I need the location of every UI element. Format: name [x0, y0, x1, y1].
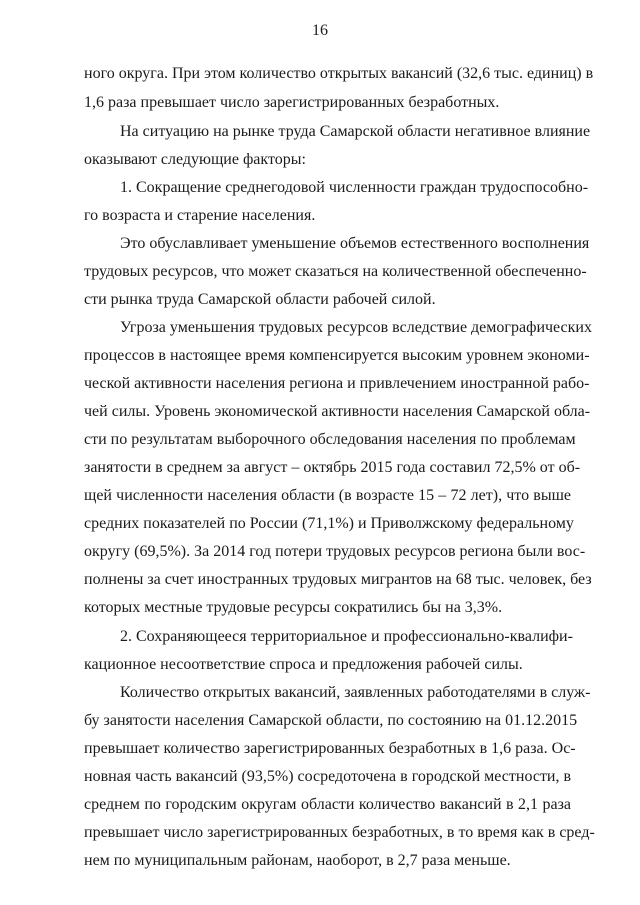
- text-line: кационное несоответствие спроса и предложения рабочей силы.: [84, 656, 523, 673]
- text-line: среднем по городским округам области количество вакансий в 2,1 раза: [84, 796, 571, 813]
- text-line: оказывают следующие факторы:: [84, 151, 306, 168]
- text-line: полнены за счет иностранных трудовых мигрантов на 68 тыс. человек, без: [84, 571, 592, 588]
- text-line: средних показателей по России (71,1%) и Приволжскому федеральному: [84, 515, 574, 532]
- text-line: Количество открытых вакансий, заявленных работодателями в служ-: [120, 684, 591, 701]
- text-line: занятости в среднем за август – октябрь 2015 года составил 72,5% от об-: [84, 459, 581, 476]
- text-line: ного округа. При этом количество открытых вакансий (32,6 тыс. единиц) в: [84, 65, 594, 82]
- text-line: ческой активности населения региона и привлечением иностранной рабо-: [84, 375, 590, 392]
- text-line: нем по муниципальным районам, наоборот, в 2,7 раза меньше.: [84, 852, 511, 869]
- text-line: сти рынка труда Самарской области рабочей силой.: [84, 291, 436, 308]
- text-line: которых местные трудовые ресурсы сократились бы на 3,3%.: [84, 599, 503, 616]
- page-number: 16: [312, 22, 328, 39]
- text-line: чей силы. Уровень экономической активности населения Самарской обла-: [84, 403, 591, 420]
- text-line: бу занятости населения Самарской области, по состоянию на 01.12.2015: [84, 712, 578, 729]
- text-line: Это обуславливает уменьшение объемов естественного восполнения: [120, 235, 590, 252]
- text-line: округу (69,5%). За 2014 год потери трудовых ресурсов региона были вос-: [84, 543, 586, 560]
- text-line: процессов в настоящее время компенсируется высоким уровнем экономи-: [84, 347, 590, 364]
- text-line: 1,6 раза превышает число зарегистрированных безработных.: [84, 94, 500, 111]
- text-line: Угроза уменьшения трудовых ресурсов вследствие демографических: [120, 319, 592, 336]
- text-line: щей численности населения области (в возрасте 15 – 72 лет), что выше: [84, 487, 571, 504]
- text-line: На ситуацию на рынке труда Самарской области негативное влияние: [120, 123, 591, 140]
- text-line: превышает количество зарегистрированных безработных в 1,6 раза. Ос-: [84, 740, 576, 757]
- text-line: превышает число зарегистрированных безработных, в то время как в сред-: [84, 824, 595, 841]
- text-line: 1. Сокращение среднегодовой численности граждан трудоспособно-: [120, 179, 589, 196]
- text-line: го возраста и старение населения.: [84, 207, 316, 224]
- text-line: 2. Сохраняющееся территориальное и профессионально-квалифи-: [120, 628, 573, 645]
- text-line: новная часть вакансий (93,5%) сосредоточена в городской местности, в: [84, 768, 572, 785]
- text-line: трудовых ресурсов, что может сказаться на количественной обеспеченно-: [84, 263, 587, 280]
- text-line: сти по результатам выборочного обследования населения по проблемам: [84, 431, 576, 448]
